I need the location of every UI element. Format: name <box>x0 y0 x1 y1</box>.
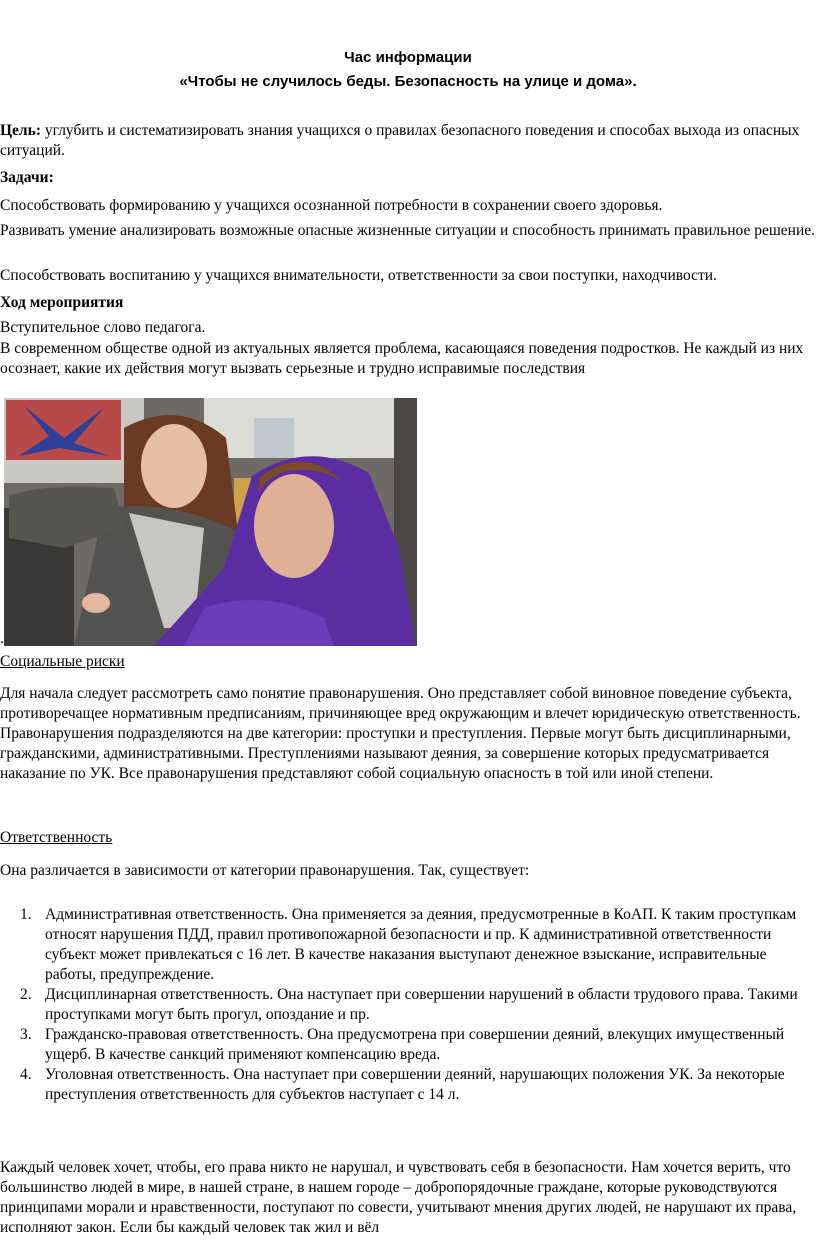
page-title: Час информации <box>344 49 472 66</box>
list-item-text: Гражданско-правовая ответственность. Она предусмотрена при совершении деяний, влекущих имущественный ущерб. В качестве санкций применяют компенсацию вреда. <box>45 1026 785 1063</box>
list-item <box>0 1065 816 1105</box>
photo-dot: . <box>0 630 4 647</box>
goal-label: Цель: <box>0 122 41 139</box>
social-risks-text: Для начала следует рассмотреть само понятие правонарушения. Оно представляет собой виновное поведение субъекта, противоречащее нормативным предписаниям, причиняющее вред окружающим и влечет юридическую ответственность. Правонарушения подразделяются на две категории: проступки и преступления. Первые могут быть дисциплинарными, гражданскими, административными. Преступлениями называют деяния, за совершение которых предусматривается наказание по УК. Все правонарушения представляют собой социальную опасность в той или иной степени. <box>0 685 801 782</box>
task-item-2: Развивать умение анализировать возможные опасные жизненные ситуации и способность принимать правильное решение. <box>0 222 816 239</box>
tasks-heading: Задачи: <box>0 169 54 186</box>
list-item <box>0 1025 816 1065</box>
responsibility-heading: Ответственность <box>0 829 113 846</box>
list-item-number: 2. <box>20 986 32 1003</box>
teenagers-photo-illustration <box>4 398 417 646</box>
list-item-number: 1. <box>20 906 32 923</box>
list-item <box>0 985 816 1025</box>
course-heading: Ход мероприятия <box>0 294 124 311</box>
list-item-text: Уголовная ответственность. Она наступает при совершении деяний, нарушающих положения УК. За некоторые преступления ответственность для субъектов наступает с 14 л. <box>45 1066 785 1103</box>
final-paragraph: Каждый человек хочет, чтобы, его права никто не нарушал, и чувствовать себя в безопасности. Нам хочется верить, что большинство людей в мире, в нашей стране, в нашем городе – добропорядочные граждане, которые руководствуются принципами морали и нравственности, поступают по совести, учитывают мнения других людей, не нарушают их права, исполняют закон. Если бы каждый человек так жил и вёл <box>0 1159 797 1236</box>
social-risks-heading: Социальные риски <box>0 653 125 670</box>
list-item-text: Дисциплинарная ответственность. Она наступает при совершении нарушений в области трудового права. Такими проступками могут быть прогул, опоздание и пр. <box>45 986 798 1023</box>
course-text: В современном обществе одной из актуальных является проблема, касающаяся поведения подростков. Не каждый из них осознает, какие их действия могут вызвать серьезные и трудно исправимые последствия <box>0 340 804 377</box>
teenagers-photo <box>4 398 417 646</box>
task-item-3: Способствовать воспитанию у учащихся внимательности, ответственности за свои поступки, находчивости. <box>0 267 717 284</box>
list-item <box>0 905 816 985</box>
course-intro: Вступительное слово педагога. <box>0 319 206 336</box>
list-item-number: 4. <box>20 1066 32 1083</box>
responsibility-intro: Она различается в зависимости от категории правонарушения. Так, существует: <box>0 862 530 879</box>
list-item-number: 3. <box>20 1026 32 1043</box>
page-subtitle: «Чтобы не случилось беды. Безопасность на улице и дома». <box>179 73 637 90</box>
goal-paragraph <box>0 121 816 161</box>
goal-text: углубить и систематизировать знания учащихся о правилах безопасного поведения и способах выхода из опасных ситуаций. <box>0 122 800 159</box>
task-item-1: Способствовать формированию у учащихся осознанной потребности в сохранении своего здоровья. <box>0 197 663 214</box>
list-item-text: Административная ответственность. Она применяется за деяния, предусмотренные в КоАП. К таким проступкам относят нарушения ПДД, правил противопожарной безопасности и пр. К административной ответственности субъект может привлекаться с 16 лет. В качестве наказания выступают денежное взыскание, исправительные работы, предупреждение. <box>45 906 797 983</box>
responsibility-list <box>0 905 816 1105</box>
